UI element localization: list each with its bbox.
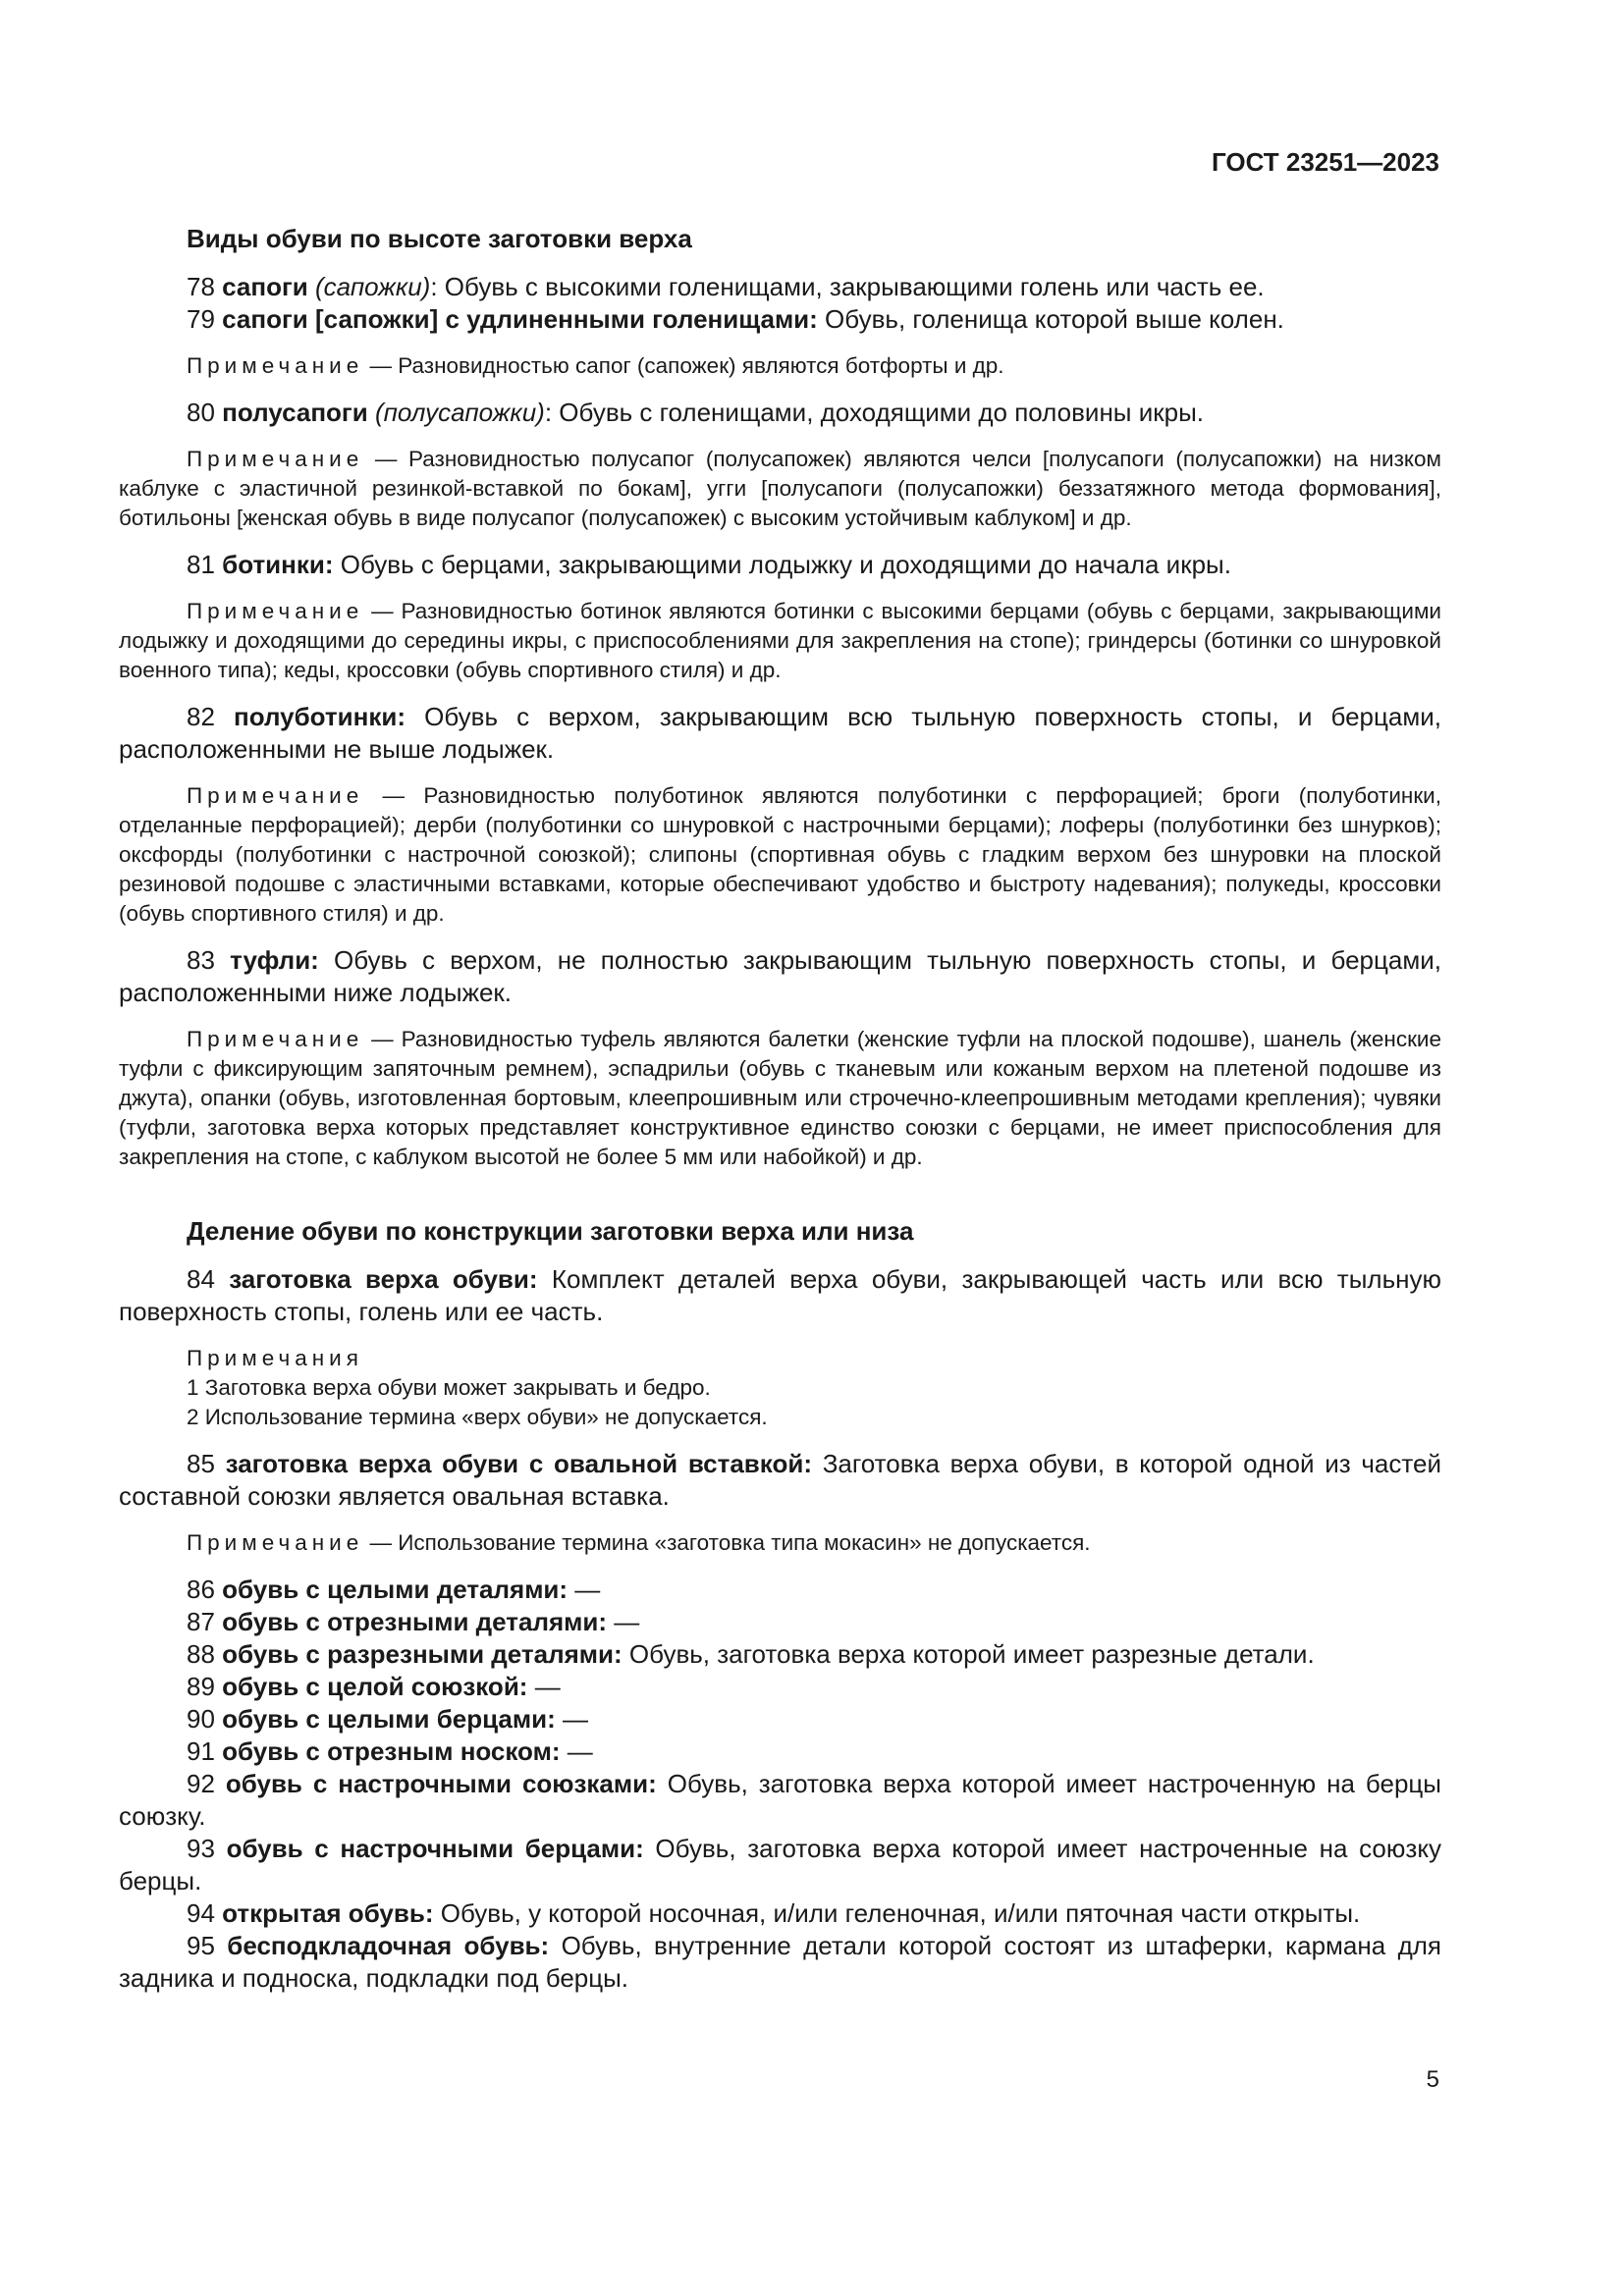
page-content bbox=[119, 221, 1441, 1995]
section-title-construction: Деление обуви по конструкции заготовки верха или низа bbox=[187, 1216, 914, 1246]
term-88: 88 обувь с разрезными деталями: Обувь, заготовка верха которой имеет разрезные детали. bbox=[187, 1639, 1315, 1669]
term-90: 90 обувь с целыми берцами: — bbox=[187, 1704, 588, 1734]
note-83: Примечание — Разновидностью туфель являются балетки (женские туфли на плоской подошве), шанель (женские туфли с фиксирующим запяточным ремнем), эспадрильи (обувь с тканевым или кожаным верхом на плетеной подошве из джута), опанки (обувь, изготовленная бортовым, клеепрошивным или строчечно-клеепрошивным методами крепления); чувяки (туфли, заготовка верха которых представляет конструктивное единство союзки с берцами, не имеет приспособления для закрепления на стопе, с каблуком высотой не более 5 мм или набойкой) и др. bbox=[119, 1027, 1441, 1169]
term-87: 87 обувь с отрезными деталями: — bbox=[187, 1607, 640, 1636]
note-82: Примечание — Разновидностью полуботинок являются полуботинки с перфорацией; броги (полуботинки, отделанные перфорацией); дерби (полуботинки со шнуровкой с настрочными берцами); лоферы (полуботинки без шнурков); оксфорды (полуботинки с настрочной союзкой); слипоны (спортивная обувь с гладким верхом без шнуровки на плоской резиновой подошве с эластичными вставками, которые обеспечивают удобство и быстроту надевания); полукеды, кроссовки (обувь спортивного стиля) и др. bbox=[119, 783, 1441, 926]
note-85: Примечание — Использование термина «заготовка типа мокасин» не допускается. bbox=[187, 1530, 1091, 1555]
term-84: 84 заготовка верха обуви: Комплект деталей верха обуви, закрывающей часть или всю тыльную поверхность стопы, голень или ее часть. bbox=[119, 1264, 1441, 1326]
term-85: 85 заготовка верха обуви с овальной вставкой: Заготовка верха обуви, в которой одной из частей составной союзки является овальная вставка. bbox=[119, 1449, 1441, 1511]
note-item-1: 1 Заготовка верха обуви может закрывать и бедро. bbox=[187, 1375, 711, 1400]
note-80: Примечание — Разновидностью полусапог (полусапожек) являются челси [полусапоги (полусапожки) на низком каблуке с эластичной резинкой-вставкой по бокам], угги [полусапоги (полусапожки) беззатяжного метода формования], ботильоны [женская обувь в виде полусапог (полусапожек) с высоким устойчивым каблуком] и др. bbox=[119, 447, 1441, 530]
term-91: 91 обувь с отрезным носком: — bbox=[187, 1736, 593, 1766]
term-86: 86 обувь с целыми деталями: — bbox=[187, 1575, 601, 1604]
note-item-2: 2 Использование термина «верх обуви» не допускается. bbox=[187, 1405, 768, 1429]
page-number: 5 bbox=[1426, 2066, 1439, 2093]
term-78: 78 сапоги (сапожки): Обувь с высокими голенищами, закрывающими голень или часть ее. bbox=[187, 272, 1265, 301]
notes-label: Примечания bbox=[187, 1346, 363, 1370]
term-89: 89 обувь с целой союзкой: — bbox=[187, 1672, 561, 1701]
notes-84 bbox=[119, 1344, 1441, 1432]
term-94: 94 открытая обувь: Обувь, у которой носочная, и/или геленочная, и/или пяточная части открыты. bbox=[187, 1898, 1361, 1928]
term-93: 93 обувь с настрочными берцами: Обувь, заготовка верха которой имеет настроченные на союзку берцы. bbox=[119, 1834, 1441, 1896]
term-92: 92 обувь с настрочными союзками: Обувь, заготовка верха которой имеет настроченную на берцы союзку. bbox=[119, 1769, 1441, 1831]
term-83: 83 туфли: Обувь с верхом, не полностью закрывающим тыльную поверхность стопы, и берцами, расположенными ниже лодыжек. bbox=[119, 945, 1441, 1007]
note-79: Примечание — Разновидностью сапог (сапожек) являются ботфорты и др. bbox=[187, 353, 1004, 378]
term-80: 80 полусапоги (полусапожки): Обувь с голенищами, доходящими до половины икры. bbox=[187, 398, 1204, 427]
note-81: Примечание — Разновидностью ботинок являются ботинки с высокими берцами (обувь с берцами, закрывающими лодыжку и доходящими до середины икры, с приспособлениями для закрепления на стопе); гриндерсы (ботинки со шнуровкой военного типа); кеды, кроссовки (обувь спортивного стиля) и др. bbox=[119, 599, 1441, 682]
term-95: 95 бесподкладочная обувь: Обувь, внутренние детали которой состоят из штаферки, кармана для задника и подноска, подкладки под берцы. bbox=[119, 1931, 1441, 1993]
standard-number: ГОСТ 23251—2023 bbox=[1212, 147, 1439, 177]
section-title-height: Виды обуви по высоте заготовки верха bbox=[187, 224, 692, 253]
term-81: 81 ботинки: Обувь с берцами, закрывающими лодыжку и доходящими до начала икры. bbox=[187, 550, 1231, 579]
term-82: 82 полуботинки: Обувь с верхом, закрывающим всю тыльную поверхность стопы, и берцами, расположенными не выше лодыжек. bbox=[119, 702, 1441, 764]
term-79: 79 сапоги [сапожки] с удлиненными голенищами: Обувь, голенища которой выше колен. bbox=[187, 304, 1284, 334]
